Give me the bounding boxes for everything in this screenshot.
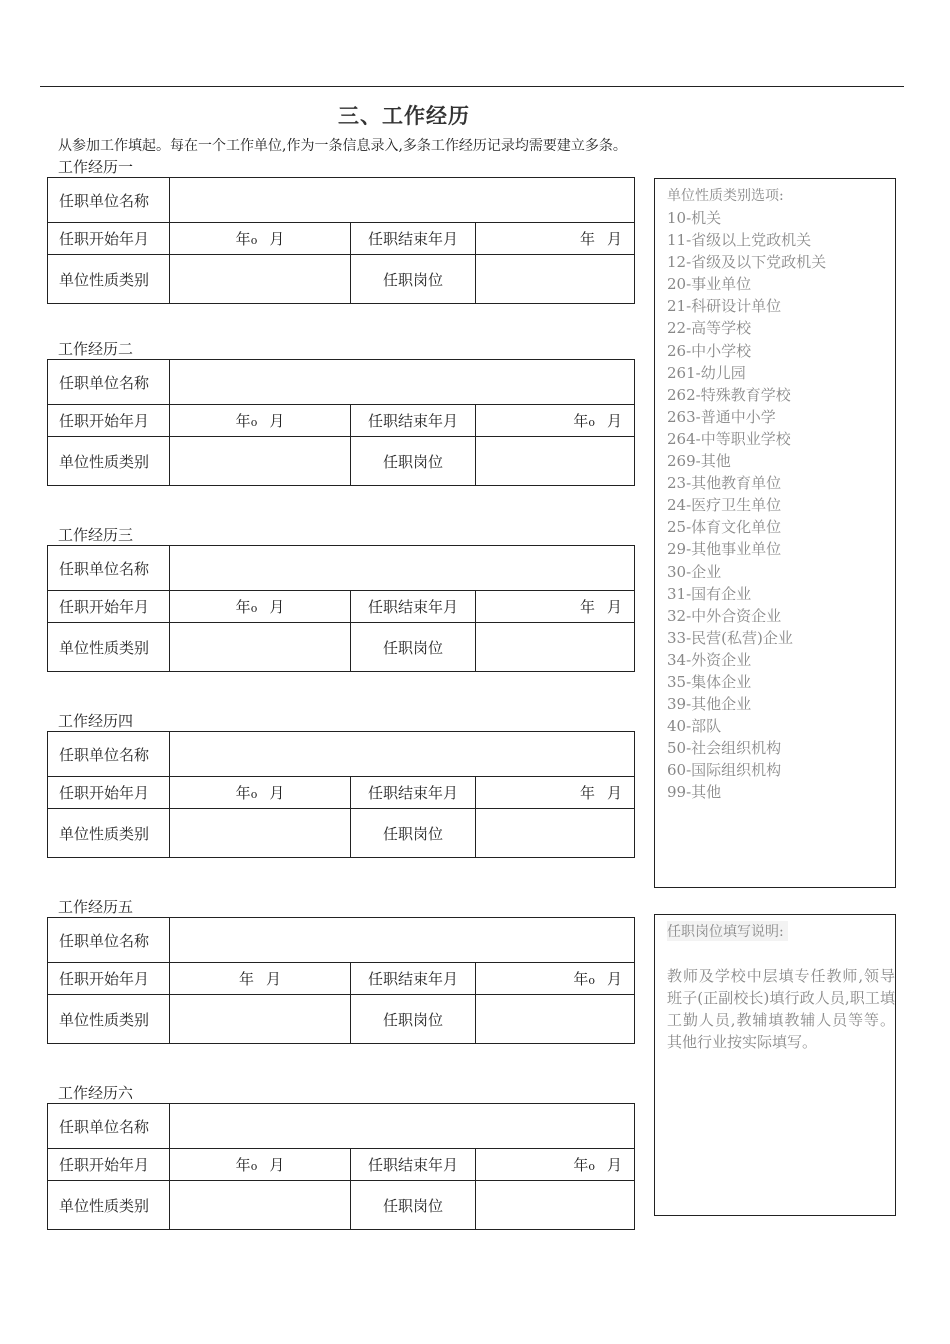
position-label: 任职岗位 [351, 437, 476, 486]
unit-type-option: 33-民营(私营)企业 [667, 628, 793, 647]
end-date-field[interactable] [476, 963, 635, 995]
unit-type-label: 单位性质类别 [48, 995, 170, 1044]
end-date-field[interactable] [476, 591, 635, 623]
marker: o [250, 1160, 258, 1173]
section-heading: 工作经历六 [58, 1084, 134, 1102]
month-unit: 月 [607, 230, 623, 248]
unit-type-option: 10-机关 [667, 209, 722, 227]
marker: o [250, 602, 258, 615]
month-unit: 月 [607, 784, 623, 802]
month-unit: 月 [607, 412, 623, 430]
position-field[interactable] [476, 995, 635, 1044]
unit-type-option: 60-国际组织机构 [667, 761, 782, 780]
unit-type-option: 11-省级以上党政机关 [667, 231, 812, 250]
month-unit: 月 [269, 598, 285, 616]
unit-type-label: 单位性质类别 [48, 809, 170, 858]
start-date-field[interactable] [170, 1149, 351, 1181]
unit-type-option: 40-部队 [667, 717, 722, 736]
unit-name-field[interactable] [170, 732, 635, 777]
unit-name-field[interactable] [170, 360, 635, 405]
month-unit: 月 [269, 230, 285, 248]
unit-type-option: 264-中等职业学校 [667, 429, 791, 448]
start-date-label: 任职开始年月 [48, 591, 170, 623]
unit-type-option: 21-科研设计单位 [667, 297, 782, 316]
year-unit: 年 [573, 970, 589, 988]
position-field[interactable] [476, 623, 635, 672]
start-date-label: 任职开始年月 [48, 963, 170, 995]
month-unit: 月 [269, 784, 285, 802]
unit-type-field[interactable] [170, 255, 351, 304]
position-instructions-text: 教师及学校中层填专任教师,领导班子(正副校长)填行政人员,职工填工勤人员,教辅填教辅人员等等。 其他行业按实际填写。 [667, 967, 895, 1051]
year-unit: 年 [235, 784, 251, 802]
unit-type-option: 26-中小学校 [667, 341, 752, 360]
month-unit: 月 [266, 970, 282, 988]
end-date-label: 任职结束年月 [351, 777, 476, 809]
unit-name-label: 任职单位名称 [48, 178, 170, 223]
start-date-field[interactable] [170, 777, 351, 809]
unit-name-label: 任职单位名称 [48, 732, 170, 777]
end-date-field[interactable] [476, 1149, 635, 1181]
work-experience-table [47, 917, 635, 1044]
section-heading: 工作经历四 [58, 712, 134, 730]
position-instructions-title: 任职岗位填写说明: [667, 921, 788, 941]
month-unit: 月 [607, 598, 623, 616]
year-unit: 年 [579, 784, 595, 802]
unit-type-option: 34-外资企业 [667, 650, 752, 669]
unit-type-option: 50-社会组织机构 [667, 739, 782, 758]
year-unit: 年 [573, 1156, 589, 1174]
work-experience-table [47, 177, 635, 304]
unit-type-option: 99-其他 [667, 783, 722, 802]
year-unit: 年 [235, 412, 251, 430]
unit-type-option: 263-普通中小学 [667, 407, 776, 426]
unit-type-option: 25-体育文化单位 [667, 518, 782, 537]
position-label: 任职岗位 [351, 809, 476, 858]
unit-type-option: 39-其他企业 [667, 695, 752, 714]
work-experience-table [47, 359, 635, 486]
unit-type-field[interactable] [170, 437, 351, 486]
unit-type-field[interactable] [170, 623, 351, 672]
year-unit: 年 [573, 412, 589, 430]
marker: o [250, 234, 258, 247]
section-heading: 工作经历二 [58, 340, 134, 358]
work-experience-table [47, 1103, 635, 1230]
marker: o [588, 416, 595, 429]
unit-name-label: 任职单位名称 [48, 546, 170, 591]
end-date-label: 任职结束年月 [351, 223, 476, 255]
marker: o [250, 788, 258, 801]
work-experience-table [47, 731, 635, 858]
start-date-field[interactable] [170, 591, 351, 623]
work-experience-table [47, 545, 635, 672]
marker: o [250, 416, 258, 429]
position-field[interactable] [476, 437, 635, 486]
unit-type-option: 12-省级及以下党政机关 [667, 253, 827, 272]
section-heading: 工作经历三 [58, 526, 134, 544]
unit-type-option: 32-中外合资企业 [667, 606, 782, 625]
unit-name-field[interactable] [170, 546, 635, 591]
unit-type-label: 单位性质类别 [48, 1181, 170, 1230]
unit-type-field[interactable] [170, 1181, 351, 1230]
unit-type-label: 单位性质类别 [48, 437, 170, 486]
unit-type-option: 22-高等学校 [667, 319, 752, 338]
position-label: 任职岗位 [351, 255, 476, 304]
unit-type-option: 262-特殊教育学校 [667, 385, 791, 404]
section-heading: 工作经历五 [58, 898, 134, 916]
unit-type-label: 单位性质类别 [48, 255, 170, 304]
unit-type-option: 261-幼儿园 [667, 363, 746, 382]
position-field[interactable] [476, 1181, 635, 1230]
year-unit: 年 [235, 598, 251, 616]
start-date-label: 任职开始年月 [48, 1149, 170, 1181]
unit-type-option: 31-国有企业 [667, 584, 752, 603]
end-date-field[interactable] [476, 405, 635, 437]
position-instructions-box [654, 914, 896, 1216]
unit-type-options-box [654, 178, 896, 888]
month-unit: 月 [607, 970, 623, 988]
unit-name-label: 任职单位名称 [48, 918, 170, 963]
unit-type-option: 35-集体企业 [667, 672, 752, 691]
unit-name-field[interactable] [170, 918, 635, 963]
intro-text: 从参加工作填起。每在一个工作单位,作为一条信息录入,多条工作经历记录均需要建立多条。 [58, 138, 627, 154]
position-label: 任职岗位 [351, 995, 476, 1044]
start-date-label: 任职开始年月 [48, 777, 170, 809]
unit-type-options-title: 单位性质类别选项: [667, 188, 784, 204]
top-rule [40, 86, 904, 87]
start-date-label: 任职开始年月 [48, 405, 170, 437]
end-date-label: 任职结束年月 [351, 963, 476, 995]
month-unit: 月 [269, 412, 285, 430]
month-unit: 月 [269, 1156, 285, 1174]
start-date-field[interactable] [170, 963, 351, 995]
position-field[interactable] [476, 809, 635, 858]
unit-type-field[interactable] [170, 995, 351, 1044]
year-unit: 年 [235, 1156, 251, 1174]
unit-type-option: 29-其他事业单位 [667, 540, 782, 559]
end-date-label: 任职结束年月 [351, 1149, 476, 1181]
start-date-field[interactable] [170, 405, 351, 437]
page-title: 三、工作经历 [338, 104, 470, 128]
year-unit: 年 [235, 230, 251, 248]
marker: o [588, 1160, 595, 1173]
unit-name-field[interactable] [170, 1104, 635, 1149]
unit-type-option: 23-其他教育单位 [667, 474, 782, 493]
position-label: 任职岗位 [351, 623, 476, 672]
end-date-field[interactable] [476, 223, 635, 255]
marker: o [588, 974, 595, 987]
unit-type-option: 269-其他 [667, 452, 731, 471]
unit-name-field[interactable] [170, 178, 635, 223]
unit-type-option: 20-事业单位 [667, 275, 752, 294]
end-date-label: 任职结束年月 [351, 591, 476, 623]
end-date-field[interactable] [476, 777, 635, 809]
year-unit: 年 [579, 598, 595, 616]
position-label: 任职岗位 [351, 1181, 476, 1230]
year-unit: 年 [579, 230, 595, 248]
unit-type-label: 单位性质类别 [48, 623, 170, 672]
unit-type-option: 24-医疗卫生单位 [667, 496, 782, 515]
month-unit: 月 [607, 1156, 623, 1174]
start-date-label: 任职开始年月 [48, 223, 170, 255]
unit-type-option: 30-企业 [667, 562, 722, 581]
end-date-label: 任职结束年月 [351, 405, 476, 437]
unit-type-field[interactable] [170, 809, 351, 858]
year-unit: 年 [238, 970, 254, 988]
unit-name-label: 任职单位名称 [48, 1104, 170, 1149]
section-heading: 工作经历一 [58, 158, 134, 176]
unit-name-label: 任职单位名称 [48, 360, 170, 405]
start-date-field[interactable] [170, 223, 351, 255]
unit-type-options-list [667, 207, 826, 804]
position-field[interactable] [476, 255, 635, 304]
